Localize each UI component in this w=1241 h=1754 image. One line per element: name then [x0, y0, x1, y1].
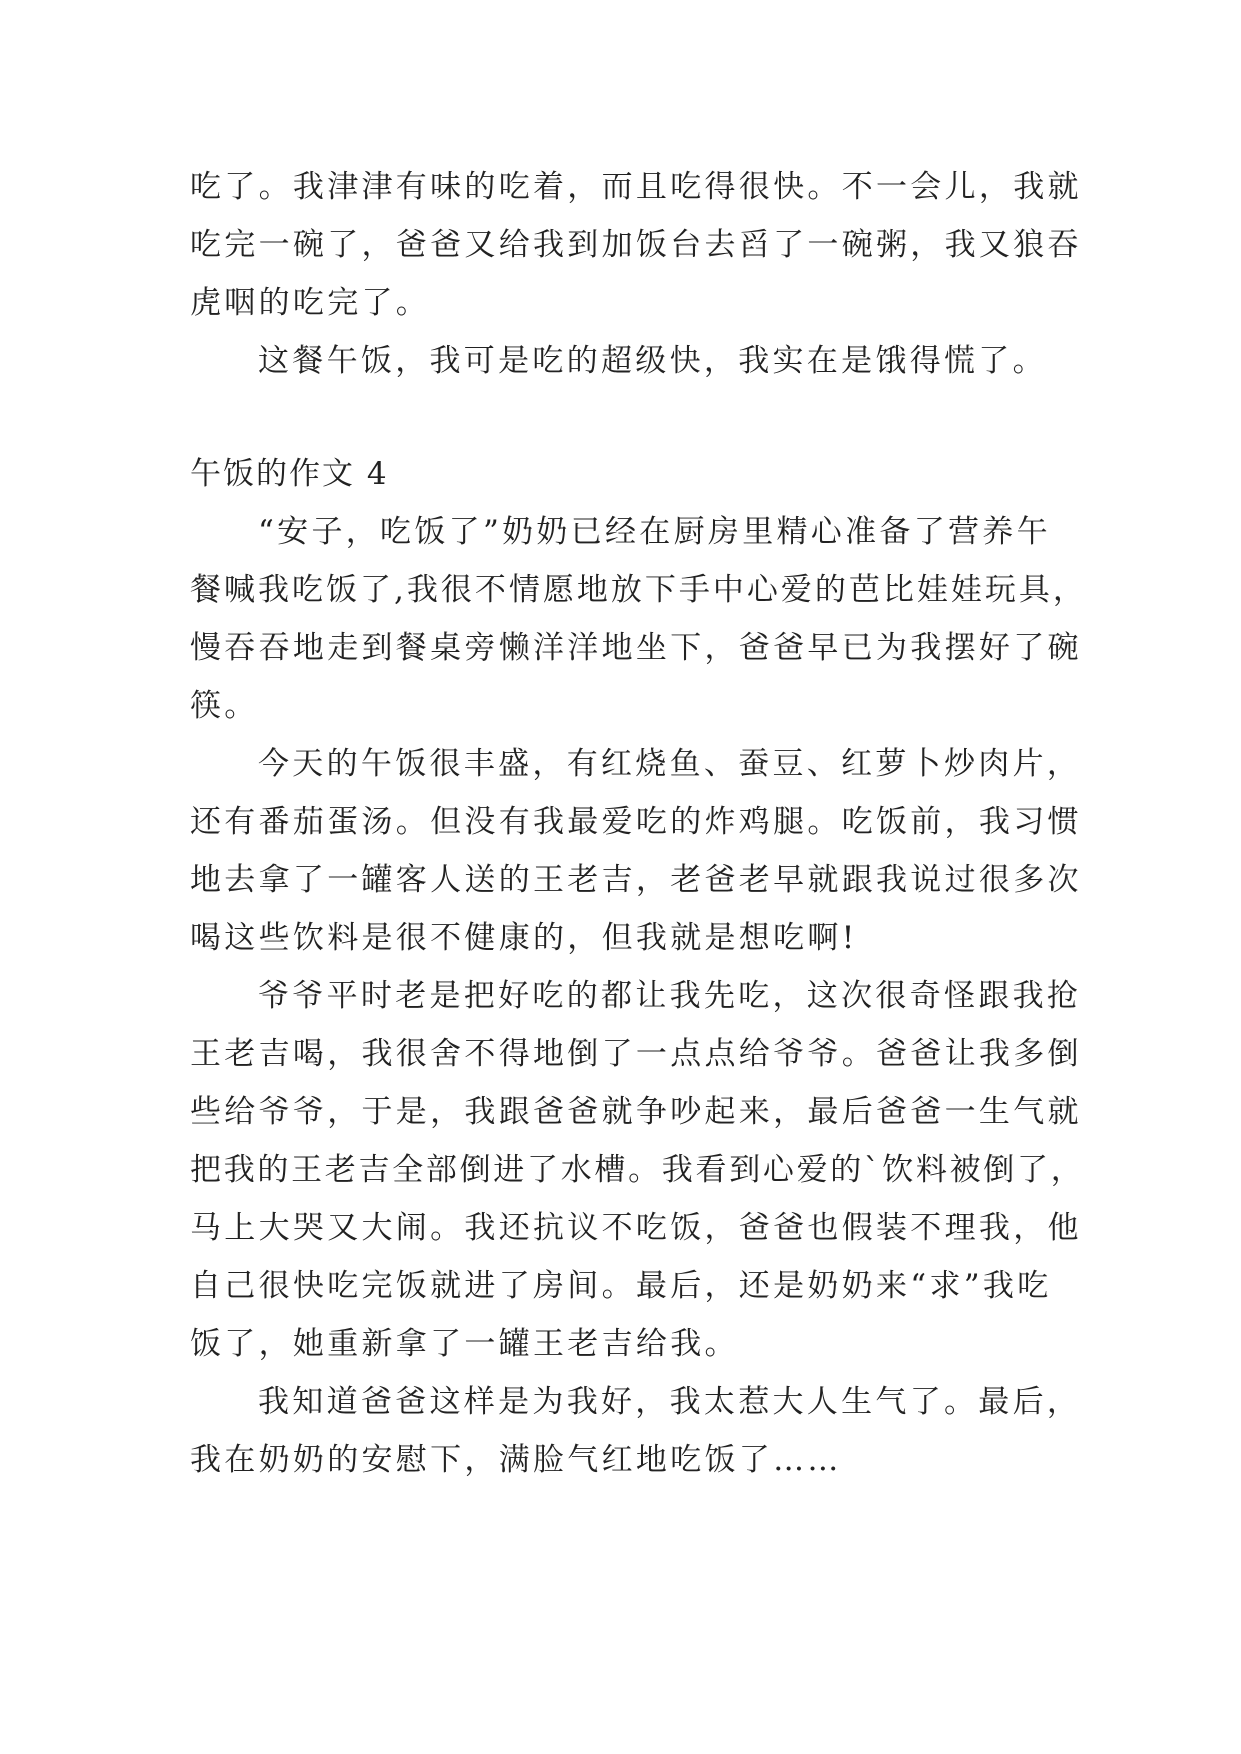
text-line: 这餐午饭，我可是吃的超级快，我实在是饿得慌了。 — [258, 343, 1047, 379]
text-line: 我知道爸爸这样是为我好，我太惹大人生气了。最后， — [258, 1384, 1082, 1420]
text-line: 马上大哭又大闹。我还抗议不吃饭，爸爸也假装不理我，他 — [190, 1210, 1082, 1246]
text-line: 虎咽的吃完了。 — [190, 285, 431, 321]
text-line: 慢吞吞地走到餐桌旁懒洋洋地坐下，爸爸早已为我摆好了碗 — [190, 630, 1082, 666]
text-line: 吃完一碗了，爸爸又给我到加饭台去舀了一碗粥，我又狼吞 — [190, 227, 1082, 263]
text-line: 喝这些饮料是很不健康的，但我就是想吃啊! — [190, 920, 858, 956]
text-line: 王老吉喝，我很舍不得地倒了一点点给爷爷。爸爸让我多倒 — [190, 1036, 1082, 1072]
text-line: 我在奶奶的安慰下，满脸气红地吃饭了…… — [190, 1442, 842, 1478]
text-line: 些给爷爷，于是，我跟爸爸就争吵起来，最后爸爸一生气就 — [190, 1094, 1082, 1130]
section-heading: 午饭的作文 4 — [190, 456, 389, 492]
text-line: 把我的王老吉全部倒进了水槽。我看到心爱的`饮料被倒了， — [190, 1152, 1085, 1188]
text-line: 地去拿了一罐客人送的王老吉，老爸老早就跟我说过很多次 — [190, 862, 1082, 898]
text-line: 爷爷平时老是把好吃的都让我先吃，这次很奇怪跟我抢 — [258, 978, 1082, 1014]
text-line: 饭了，她重新拿了一罐王老吉给我。 — [190, 1326, 739, 1362]
text-line: 吃了。我津津有味的吃着，而且吃得很快。不一会儿，我就 — [190, 169, 1082, 205]
text-line: 筷。 — [190, 688, 259, 724]
text-line: 餐喊我吃饭了,我很不情愿地放下手中心爱的芭比娃娃玩具， — [190, 572, 1087, 608]
text-line: 自己很快吃完饭就进了房间。最后，还是奶奶来“求”我吃 — [190, 1268, 1052, 1304]
text-line: 今天的午饭很丰盛，有红烧鱼、蚕豆、红萝卜炒肉片， — [258, 746, 1082, 782]
text-line: 还有番茄蛋汤。但没有我最爱吃的炸鸡腿。吃饭前，我习惯 — [190, 804, 1082, 840]
text-line: “安子，吃饭了”奶奶已经在厨房里精心准备了营养午 — [258, 514, 1051, 550]
